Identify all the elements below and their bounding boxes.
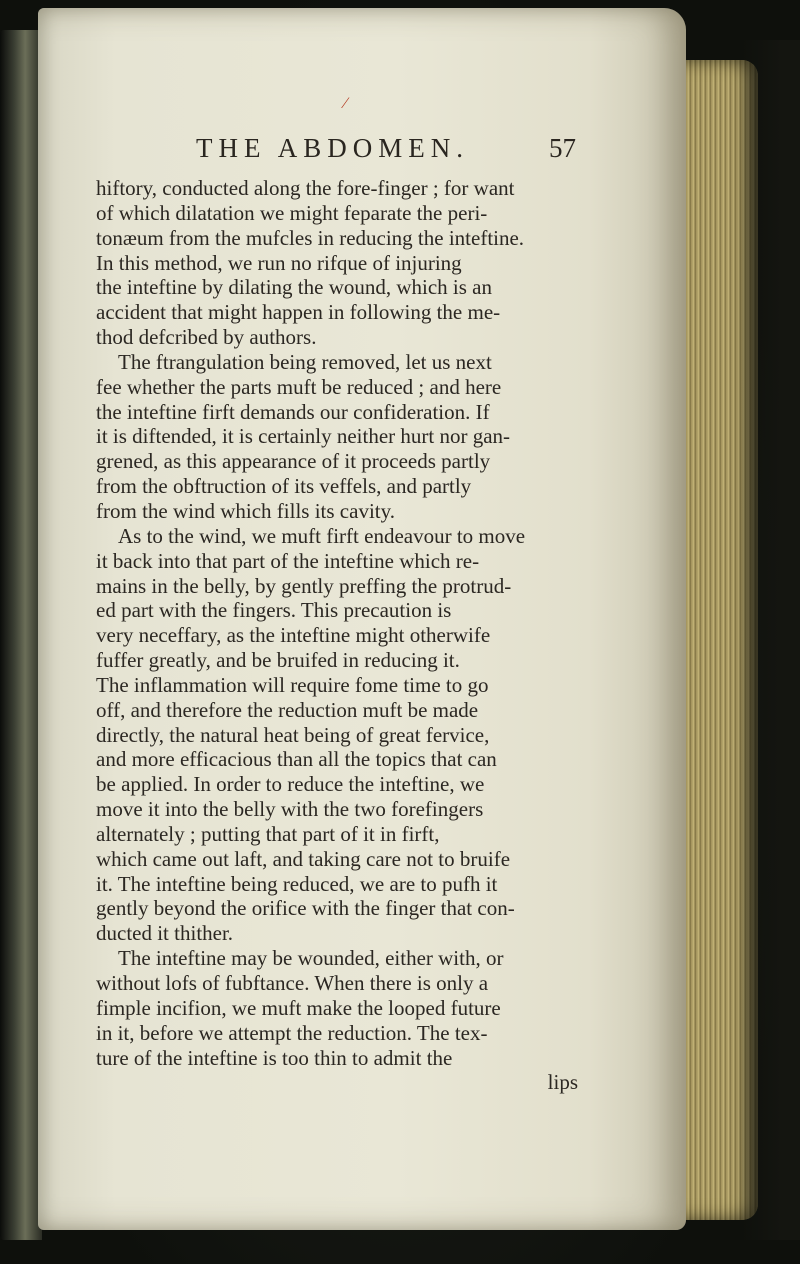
text-line: the inteftine by dilating the wound, which is an xyxy=(96,275,493,300)
text-line: fee whether the parts muft be reduced ; and here xyxy=(96,374,502,399)
text-line: grened, as this appearance of it proceeds partly xyxy=(96,449,491,474)
text-line: from the obftruction of its veffels, and partly xyxy=(96,474,472,499)
catchword: lips xyxy=(547,1070,578,1095)
text-line: and more efficacious than all the topics that can xyxy=(96,747,497,772)
text-line: very neceffary, as the inteftine might otherwife xyxy=(96,623,491,648)
stray-ink-mark: ∕ xyxy=(344,95,347,112)
text-line: ducted it thither. xyxy=(96,921,234,946)
text-line: ture of the inteftine is too thin to admit the xyxy=(96,1045,453,1070)
text-line: The inteftine may be wounded, either with, or xyxy=(118,946,504,971)
text-line: without lofs of fubftance. When there is only a xyxy=(96,971,489,995)
binding-shadow xyxy=(740,40,800,1240)
running-header-title: THE ABDOMEN. xyxy=(196,133,469,163)
text-line: gently beyond the orifice with the finger that con- xyxy=(96,896,515,921)
text-line: As to the wind, we muft firft endeavour to move xyxy=(118,523,526,548)
text-line: alternately ; putting that part of it in firft, xyxy=(96,821,440,846)
text-line: ed part with the fingers. This precaution is xyxy=(96,598,452,623)
text-line: directly, the natural heat being of great fervice, xyxy=(96,722,490,747)
text-line: In this method, we run no rifque of injuring xyxy=(96,250,462,275)
text-line: thod defcribed by authors. xyxy=(96,325,317,350)
left-page-edge xyxy=(0,30,42,1240)
text-line: hiftory, conducted along the fore-finger ; for want xyxy=(96,176,515,200)
page-number: 57 xyxy=(549,133,576,163)
text-line: accident that might happen in following the me- xyxy=(96,300,501,325)
text-line: tonæum from the mufcles in reducing the inteftine. xyxy=(96,225,525,250)
text-line: move it into the belly with the two forefingers xyxy=(96,797,484,822)
text-line: it. The inteftine being reduced, we are to pufh it xyxy=(96,871,498,896)
running-header xyxy=(196,133,576,169)
text-line: from the wind which fills its cavity. xyxy=(96,498,396,523)
text-line: in it, before we attempt the reduction. The tex- xyxy=(96,1020,488,1045)
text-line: which came out laft, and taking care not to bruife xyxy=(96,846,511,871)
text-line: mains in the belly, by gently preffing the protrud- xyxy=(96,573,512,598)
text-line: it back into that part of the inteftine which re- xyxy=(96,548,480,573)
text-line: fuffer greatly, and be bruifed in reducing it. xyxy=(96,648,460,673)
text-line: be applied. In order to reduce the inteftine, we xyxy=(96,772,485,797)
body-text xyxy=(96,176,596,1095)
text-line: The ftrangulation being removed, let us next xyxy=(118,349,492,374)
text-line: it is diftended, it is certainly neither hurt nor gan- xyxy=(96,424,511,449)
text-line: the inteftine firft demands our confideration. If xyxy=(96,399,490,424)
text-line: The inflammation will require fome time to go xyxy=(96,672,489,697)
text-line: fimple incifion, we muft make the looped future xyxy=(96,995,501,1020)
text-line: off, and therefore the reduction muft be made xyxy=(96,697,479,722)
text-line: of which dilatation we might feparate the peri- xyxy=(96,200,488,225)
